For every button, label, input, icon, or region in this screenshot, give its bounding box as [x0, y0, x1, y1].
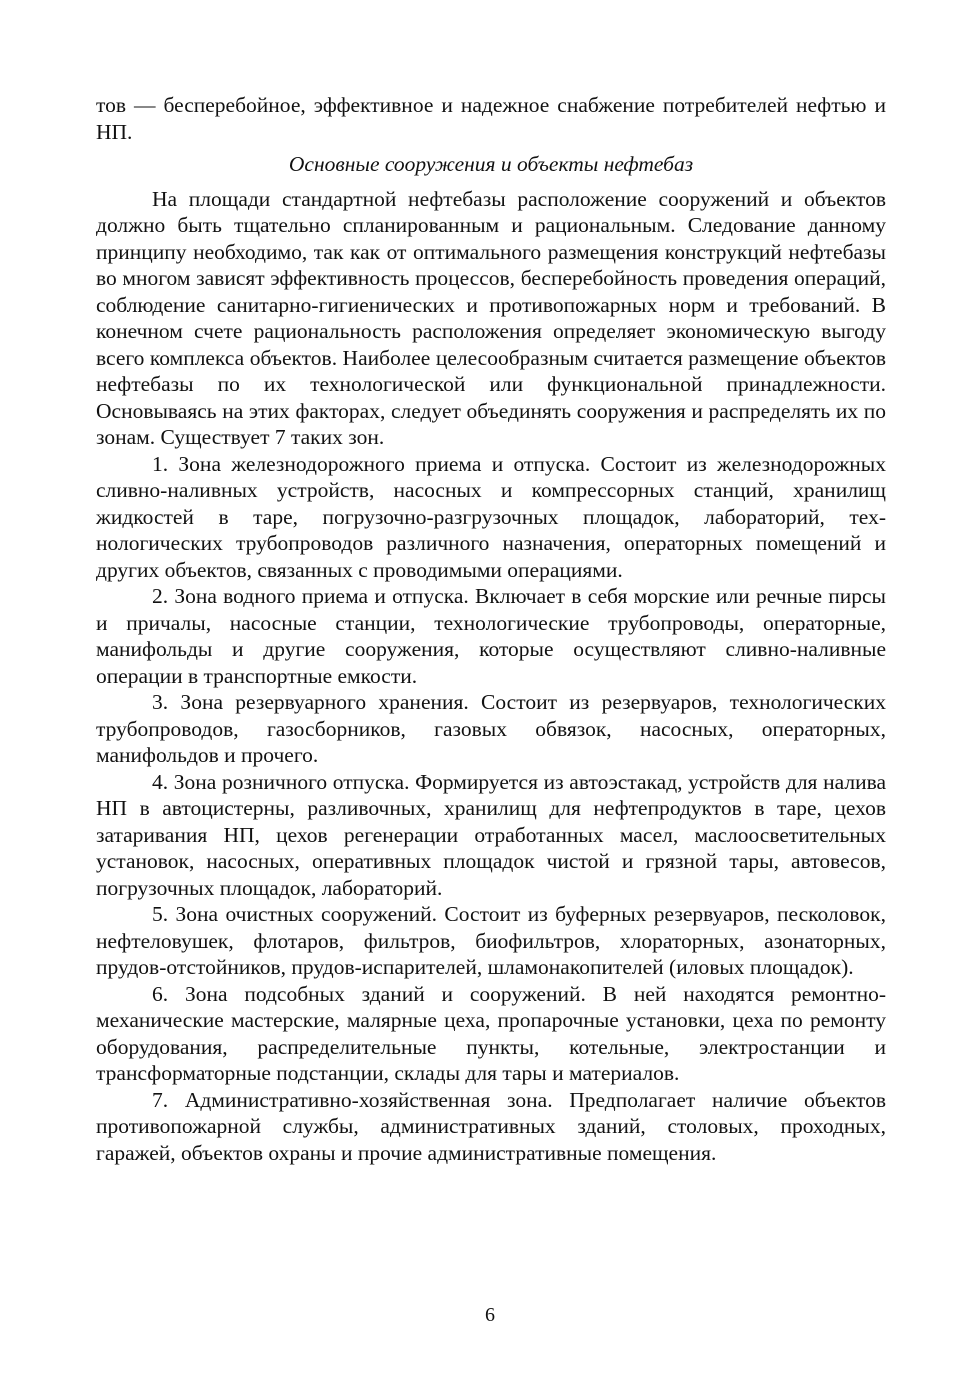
zone-paragraph-7: 7. Административно-хозяйственная зона. Предполагает наличие объектов противопожарной службы, административных зданий, столовых, проходных, гаражей, объектов охраны и прочие административные помещения. — [96, 1087, 886, 1165]
zone-paragraph-2: 2. Зона водного приема и отпуска. Включает в себя морские или речные пирсы и причалы, насосные станции, технологические трубопроводы, операторные, манифольды и другие сооружения, которые осуществляют сливно-наливные операции в транспортные емкости. — [96, 584, 886, 688]
zone-paragraph-4: 4. Зона розничного отпуска. Формируется из автоэстакад, устройств для налива НП в автоцистерны, разливочных, хранилищ для нефтепродуктов в таре, цехов затаривания НП, цехов регенерации отработанных масел, маслоосветительных установок, насосных, оперативных площадок чистой и грязной тары, автовесов, погрузочных площадок, лабораторий. — [96, 769, 886, 900]
zone-paragraph-6: 6. Зона подсобных зданий и сооружений. В ней находятся ремонтно-механические мастерские, малярные цеха, пропарочные установки, цеха по ремонту оборудования, распределительные пункты, котельные, электростанции и трансформаторные подстанции, склады для тары и материалов. — [96, 981, 886, 1085]
zone-paragraph-5: 5. Зона очистных сооружений. Состоит из буферных резервуаров, песколовок, нефтеловушек, флотаров, фильтров, биофильтров, хлораторных, азонаторных, прудов-отстойников, прудов-испарителей, шламонакопителей (иловых площадок). — [96, 902, 886, 979]
zone-paragraph-3: 3. Зона резервуарного хранения. Состоит из резервуаров, технологических трубопроводов, газосборников, газовых обвязок, насосных, операторных, манифольдов и прочего. — [96, 690, 886, 767]
continuation-paragraph: тов — бесперебойное, эффективное и надежное снабжение потребителей нефтью и НП. — [96, 93, 886, 144]
zone-paragraph-1: 1. Зона железнодорожного приема и отпуска. Состоит из железнодорожных сливно-наливных устройств, насосных и компрессорных станций, хранилищ жидкостей в таре, погрузочно-разгрузочных площадок, лабораторий, технологических трубопроводов различного назначения, операторных помещений и других объектов, связанных с проводимыми операциями. — [96, 451, 886, 582]
page-number: 6 — [485, 1304, 495, 1326]
section-title: Основные сооружения и объекты нефтебаз — [288, 152, 694, 176]
intro-paragraph: На площади стандартной нефтебазы расположение сооружений и объектов должно быть тщательно спланированным и рациональным. Следование данному принципу необходимо, так как от оптимального размещения конструкций нефтебазы во многом зависят эффективность процессов, бесперебойность проведения операций, соблюдение санитарно-гигиенических и противопожарных норм и требований. В конечном счете рациональность расположения определяет экономическую выгоду всего комплекса объектов. Наиболее целесообразным считается размещение объектов нефтебазы по их технологической или функциональной принадлежности. Основываясь на этих факторах, следует объединять сооружения и распределять их по зонам. Существует 7 таких зон. — [96, 186, 886, 449]
document-page — [96, 92, 886, 1166]
